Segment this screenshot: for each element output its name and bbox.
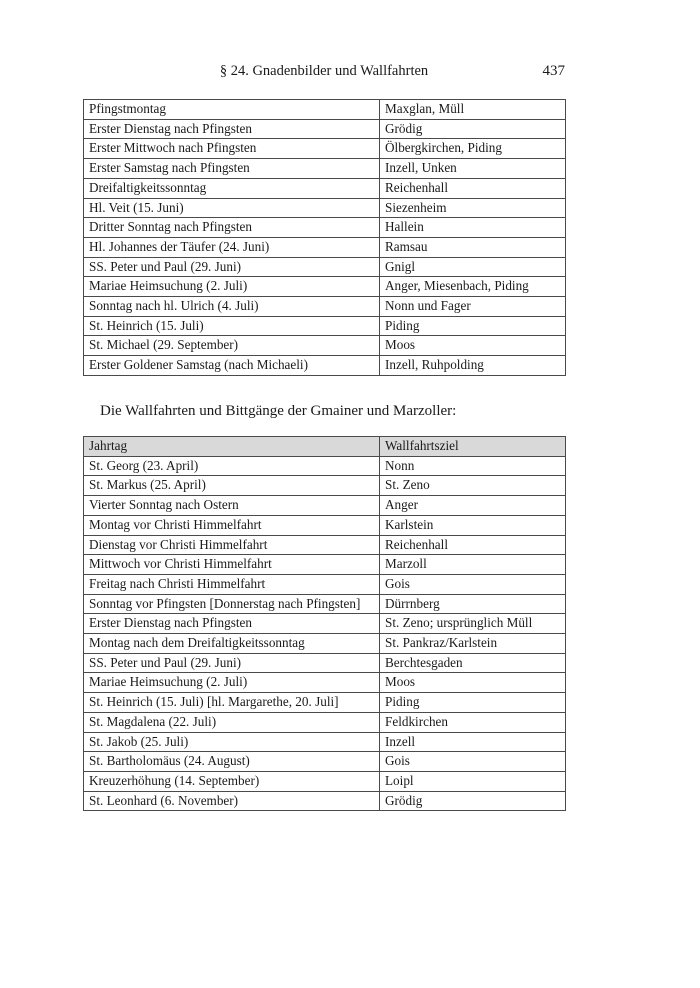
pilgrimage-table-pfingsten (83, 99, 566, 376)
table-cell-date: St. Markus (25. April) (84, 476, 380, 496)
table-row (84, 316, 566, 336)
table-row (84, 456, 566, 476)
table-cell-date: Erster Samstag nach Pfingsten (84, 159, 380, 179)
table-cell-destination: Ramsau (380, 237, 566, 257)
table-cell-date: Montag nach dem Dreifaltigkeitssonntag (84, 634, 380, 654)
table-row (84, 476, 566, 496)
table-cell-destination: Hallein (380, 218, 566, 238)
table-cell-destination: Grödig (380, 791, 566, 811)
table-cell-destination: Grödig (380, 119, 566, 139)
table-row (84, 634, 566, 654)
table-row (84, 752, 566, 772)
table-cell-destination: Loipl (380, 771, 566, 791)
table-row (84, 159, 566, 179)
table-cell-destination: Gnigl (380, 257, 566, 277)
table-cell-destination: Piding (380, 316, 566, 336)
table-cell-destination: Feldkirchen (380, 712, 566, 732)
table-cell-date: Mariae Heimsuchung (2. Juli) (84, 277, 380, 297)
table-cell-date: Kreuzerhöhung (14. September) (84, 771, 380, 791)
table-row (84, 496, 566, 516)
table-row (84, 237, 566, 257)
table-cell-date: Dienstag vor Christi Himmelfahrt (84, 535, 380, 555)
table-cell-destination: St. Zeno (380, 476, 566, 496)
table-row (84, 198, 566, 218)
table-header-row (84, 437, 566, 457)
table-cell-destination: Inzell, Unken (380, 159, 566, 179)
table-cell-date: SS. Peter und Paul (29. Juni) (84, 653, 380, 673)
table-cell-destination: Karlstein (380, 515, 566, 535)
table-row (84, 791, 566, 811)
table-row (84, 100, 566, 120)
table-row (84, 336, 566, 356)
page-number: 437 (542, 63, 565, 79)
table-cell-destination: Inzell, Ruhpolding (380, 356, 566, 376)
table-row (84, 712, 566, 732)
pilgrimage-table-gmain-marzoll (83, 436, 566, 811)
table-cell-date: Dritter Sonntag nach Pfingsten (84, 218, 380, 238)
table-row (84, 178, 566, 198)
table-row (84, 277, 566, 297)
table-cell-date: St. Magdalena (22. Juli) (84, 712, 380, 732)
table-cell-date: St. Jakob (25. Juli) (84, 732, 380, 752)
table-cell-destination: St. Zeno; ursprünglich Müll (380, 614, 566, 634)
table-row (84, 515, 566, 535)
table-cell-date: Erster Goldener Samstag (nach Michaeli) (84, 356, 380, 376)
table-row (84, 535, 566, 555)
table-cell-destination: Ölbergkirchen, Piding (380, 139, 566, 159)
table-cell-date: Sonntag vor Pfingsten [Donnerstag nach Pfingsten] (84, 594, 380, 614)
running-head-title: § 24. Gnadenbilder und Wallfahrten (219, 63, 429, 79)
table-cell-destination: Siezenheim (380, 198, 566, 218)
table-cell-date: St. Georg (23. April) (84, 456, 380, 476)
table-cell-date: Freitag nach Christi Himmelfahrt (84, 574, 380, 594)
table-cell-date: Montag vor Christi Himmelfahrt (84, 515, 380, 535)
table-cell-date: Vierter Sonntag nach Ostern (84, 496, 380, 516)
table-cell-date: Erster Dienstag nach Pfingsten (84, 119, 380, 139)
table-cell-destination: Gois (380, 574, 566, 594)
table-row (84, 218, 566, 238)
table-cell-date: St. Heinrich (15. Juli) (84, 316, 380, 336)
table-cell-date: Hl. Johannes der Täufer (24. Juni) (84, 237, 380, 257)
table-cell-date: Dreifaltigkeitssonntag (84, 178, 380, 198)
table-cell-destination: Piding (380, 693, 566, 713)
table-cell-date: Mariae Heimsuchung (2. Juli) (84, 673, 380, 693)
table-row (84, 257, 566, 277)
table-cell-destination: Nonn und Fager (380, 297, 566, 317)
table-row (84, 139, 566, 159)
table-cell-date: Pfingstmontag (84, 100, 380, 120)
table-row (84, 297, 566, 317)
table-row (84, 771, 566, 791)
table-cell-date: St. Heinrich (15. Juli) [hl. Margarethe, 20. Juli] (84, 693, 380, 713)
table-cell-destination: Marzoll (380, 555, 566, 575)
table-cell-destination: Moos (380, 673, 566, 693)
table-cell-destination: Anger, Miesenbach, Piding (380, 277, 566, 297)
column-header-jahrtag: Jahrtag (84, 437, 380, 457)
table-cell-destination: Moos (380, 336, 566, 356)
table-row (84, 653, 566, 673)
table-row (84, 732, 566, 752)
table-row (84, 119, 566, 139)
column-header-wallfahrtsziel: Wallfahrtsziel (380, 437, 566, 457)
table-cell-destination: Maxglan, Müll (380, 100, 566, 120)
table-row (84, 673, 566, 693)
table-cell-date: SS. Peter und Paul (29. Juni) (84, 257, 380, 277)
section-heading: Die Wallfahrten und Bittgänge der Gmainer und Marzoller: (100, 403, 457, 419)
table-cell-destination: St. Pankraz/Karlstein (380, 634, 566, 654)
table-cell-date: St. Bartholomäus (24. August) (84, 752, 380, 772)
table-cell-destination: Inzell (380, 732, 566, 752)
table-row (84, 693, 566, 713)
table-cell-destination: Gois (380, 752, 566, 772)
table-cell-destination: Anger (380, 496, 566, 516)
table-cell-date: St. Michael (29. September) (84, 336, 380, 356)
table-cell-destination: Nonn (380, 456, 566, 476)
table-cell-destination: Berchtesgaden (380, 653, 566, 673)
table-row (84, 555, 566, 575)
table-cell-date: Mittwoch vor Christi Himmelfahrt (84, 555, 380, 575)
table-cell-date: Hl. Veit (15. Juni) (84, 198, 380, 218)
table-row (84, 356, 566, 376)
table-cell-destination: Reichenhall (380, 535, 566, 555)
table-row (84, 594, 566, 614)
table-cell-date: Erster Mittwoch nach Pfingsten (84, 139, 380, 159)
table-cell-date: St. Leonhard (6. November) (84, 791, 380, 811)
table-row (84, 614, 566, 634)
table-cell-date: Sonntag nach hl. Ulrich (4. Juli) (84, 297, 380, 317)
table-cell-destination: Reichenhall (380, 178, 566, 198)
running-head (83, 60, 565, 82)
table-cell-destination: Dürrnberg (380, 594, 566, 614)
table-row (84, 574, 566, 594)
table-cell-date: Erster Dienstag nach Pfingsten (84, 614, 380, 634)
